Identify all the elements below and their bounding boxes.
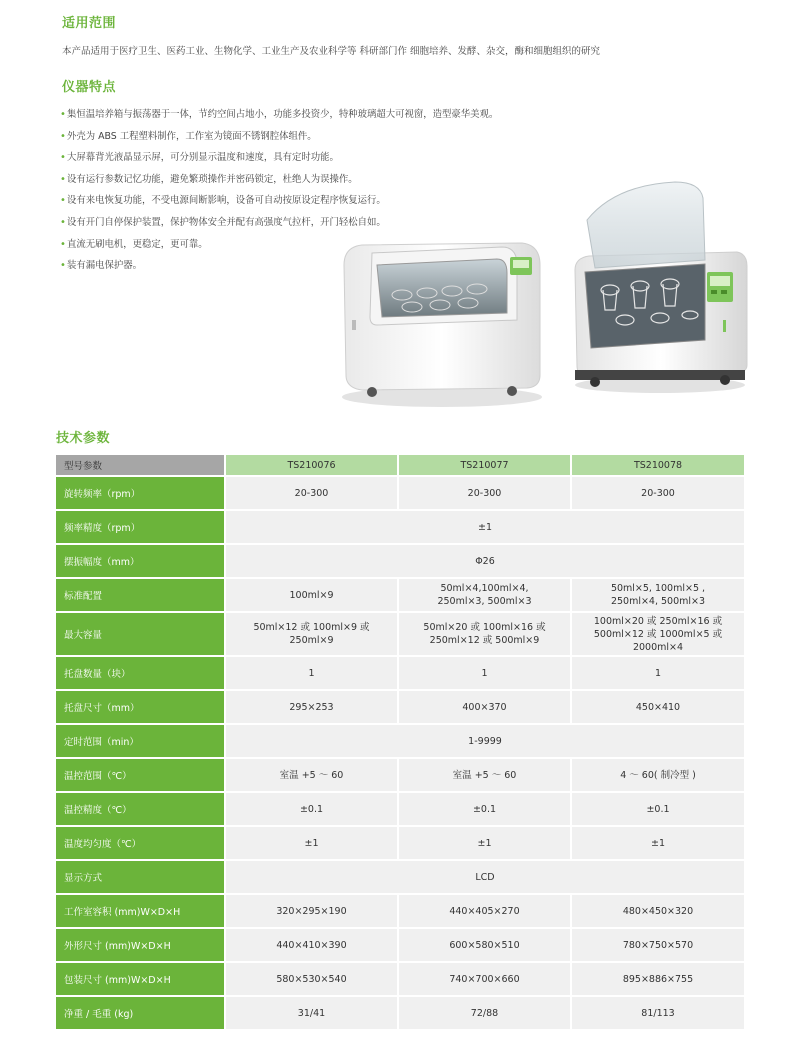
feature-text: 装有漏电保护器。 xyxy=(67,260,143,272)
table-row xyxy=(56,577,744,611)
row-label: 摆振幅度（mm） xyxy=(56,543,224,577)
feature-text: 集恒温培养箱与振荡器于一体，节约空间占地小，功能多投资少，特种玻璃超大可视窗，造型豪华美观。 xyxy=(67,109,499,120)
table-cell-merged: LCD xyxy=(224,859,744,893)
row-label: 托盘尺寸（mm） xyxy=(56,689,224,723)
spec-header-row xyxy=(56,455,744,475)
header-model-2: TS210077 xyxy=(397,455,570,475)
row-label: 托盘数量（块） xyxy=(56,655,224,689)
table-cell-merged: 1-9999 xyxy=(224,723,744,757)
row-label: 包装尺寸 (mm)W×D×H xyxy=(56,961,224,995)
row-label: 标准配置 xyxy=(56,577,224,611)
row-label: 最大容量 xyxy=(56,611,224,655)
table-cell: 480×450×320 xyxy=(570,893,744,927)
feature-item xyxy=(60,108,498,130)
table-cell: 1 xyxy=(570,655,744,689)
table-row xyxy=(56,543,744,577)
row-label: 旋转频率（rpm） xyxy=(56,475,224,509)
table-cell: 440×410×390 xyxy=(224,927,397,961)
table-cell: 81/113 xyxy=(570,995,744,1029)
table-row xyxy=(56,757,744,791)
table-cell: 50ml×20 或 100ml×16 或 250ml×12 或 500ml×9 xyxy=(397,611,570,655)
header-model-1: TS210076 xyxy=(224,455,397,475)
table-cell: ±0.1 xyxy=(224,791,397,825)
spec-table xyxy=(56,455,744,1029)
bullet-icon: • xyxy=(60,173,66,185)
feature-item xyxy=(60,151,498,173)
table-cell: 295×253 xyxy=(224,689,397,723)
feature-text: 大屏幕背光液晶显示屏，可分别显示温度和速度，具有定时功能。 xyxy=(67,152,339,164)
table-cell: 室温 +5 ～ 60 xyxy=(224,757,397,791)
feature-item xyxy=(60,130,498,152)
feature-text: 设有运行参数记忆功能，避免繁琐操作并密码锁定，杜绝人为误操作。 xyxy=(67,173,358,185)
header-model-param: 型号参数 xyxy=(56,455,224,475)
table-row xyxy=(56,475,744,509)
table-row xyxy=(56,509,744,543)
feature-item xyxy=(60,173,498,195)
bullet-icon: • xyxy=(60,260,66,272)
table-cell: 450×410 xyxy=(570,689,744,723)
section-title-features: 仪器特点 xyxy=(62,80,117,95)
row-label: 显示方式 xyxy=(56,859,224,893)
table-cell: ±1 xyxy=(570,825,744,859)
bullet-icon: • xyxy=(60,238,66,250)
table-cell: 20-300 xyxy=(224,475,397,509)
table-cell: 4 ～ 60( 制冷型 ) xyxy=(570,757,744,791)
row-label: 工作室容积 (mm)W×D×H xyxy=(56,893,224,927)
row-label: 定时范围（min） xyxy=(56,723,224,757)
product-image-closed-shaker xyxy=(332,225,547,410)
table-cell: 780×750×570 xyxy=(570,927,744,961)
table-cell: 20-300 xyxy=(570,475,744,509)
section-title-spec: 技术参数 xyxy=(56,431,111,446)
feature-text: 设有开门自停保护装置，保护物体安全并配有高强度气拉杆，开门轻松自如。 xyxy=(67,216,386,228)
table-cell: 1 xyxy=(397,655,570,689)
feature-text: 外壳为 ABS 工程塑料制作，工作室为镜面不锈钢腔体组件。 xyxy=(67,130,317,142)
section-title-scope: 适用范围 xyxy=(62,16,117,31)
table-cell: 1 xyxy=(224,655,397,689)
table-row xyxy=(56,927,744,961)
table-cell: 895×886×755 xyxy=(570,961,744,995)
table-cell: ±0.1 xyxy=(397,791,570,825)
table-cell-merged: Φ26 xyxy=(224,543,744,577)
table-row xyxy=(56,723,744,757)
table-cell: 740×700×660 xyxy=(397,961,570,995)
table-cell: 50ml×5, 100ml×5 , 250ml×4, 500ml×3 xyxy=(570,577,744,611)
table-cell: 440×405×270 xyxy=(397,893,570,927)
table-cell: 400×370 xyxy=(397,689,570,723)
row-label: 温控范围（℃） xyxy=(56,757,224,791)
table-cell: 72/88 xyxy=(397,995,570,1029)
table-cell: 320×295×190 xyxy=(224,893,397,927)
table-cell: ±1 xyxy=(224,825,397,859)
bullet-icon: • xyxy=(60,195,66,207)
table-row xyxy=(56,689,744,723)
feature-item xyxy=(60,194,498,216)
header-model-3: TS210078 xyxy=(570,455,744,475)
bullet-icon: • xyxy=(60,216,66,228)
bullet-icon: • xyxy=(60,152,66,164)
table-cell: ±0.1 xyxy=(570,791,744,825)
table-cell: 100ml×9 xyxy=(224,577,397,611)
scope-text: 本产品适用于医疗卫生、医药工业、生物化学、工业生产及农业科学等 科研部门作 细胞培养、发酵、杂交，酶和细胞组织的研究 xyxy=(62,46,601,57)
table-cell: 100ml×20 或 250ml×16 或 500ml×12 或 1000ml×5 或 2000ml×4 xyxy=(570,611,744,655)
row-label: 外形尺寸 (mm)W×D×H xyxy=(56,927,224,961)
table-cell: 31/41 xyxy=(224,995,397,1029)
table-cell: 600×580×510 xyxy=(397,927,570,961)
table-row xyxy=(56,961,744,995)
bullet-icon: • xyxy=(60,130,66,142)
product-image-open-shaker xyxy=(565,180,750,395)
feature-text: 直流无刷电机，更稳定，更可靠。 xyxy=(67,238,208,250)
bullet-icon: • xyxy=(60,109,66,120)
table-cell-merged: ±1 xyxy=(224,509,744,543)
table-row xyxy=(56,859,744,893)
row-label: 温控精度（℃） xyxy=(56,791,224,825)
row-label: 净重 / 毛重 (kg) xyxy=(56,995,224,1029)
table-row xyxy=(56,611,744,655)
table-row xyxy=(56,791,744,825)
table-row xyxy=(56,825,744,859)
table-cell: 580×530×540 xyxy=(224,961,397,995)
row-label: 频率精度（rpm） xyxy=(56,509,224,543)
table-cell: 50ml×4,100ml×4, 250ml×3, 500ml×3 xyxy=(397,577,570,611)
table-cell: ±1 xyxy=(397,825,570,859)
table-cell: 室温 +5 ～ 60 xyxy=(397,757,570,791)
row-label: 温度均匀度（℃） xyxy=(56,825,224,859)
feature-text: 设有来电恢复功能，不受电源间断影响，设备可自动按原设定程序恢复运行。 xyxy=(67,195,386,207)
table-cell: 50ml×12 或 100ml×9 或 250ml×9 xyxy=(224,611,397,655)
table-cell: 20-300 xyxy=(397,475,570,509)
table-row xyxy=(56,893,744,927)
table-row xyxy=(56,655,744,689)
table-row xyxy=(56,995,744,1029)
